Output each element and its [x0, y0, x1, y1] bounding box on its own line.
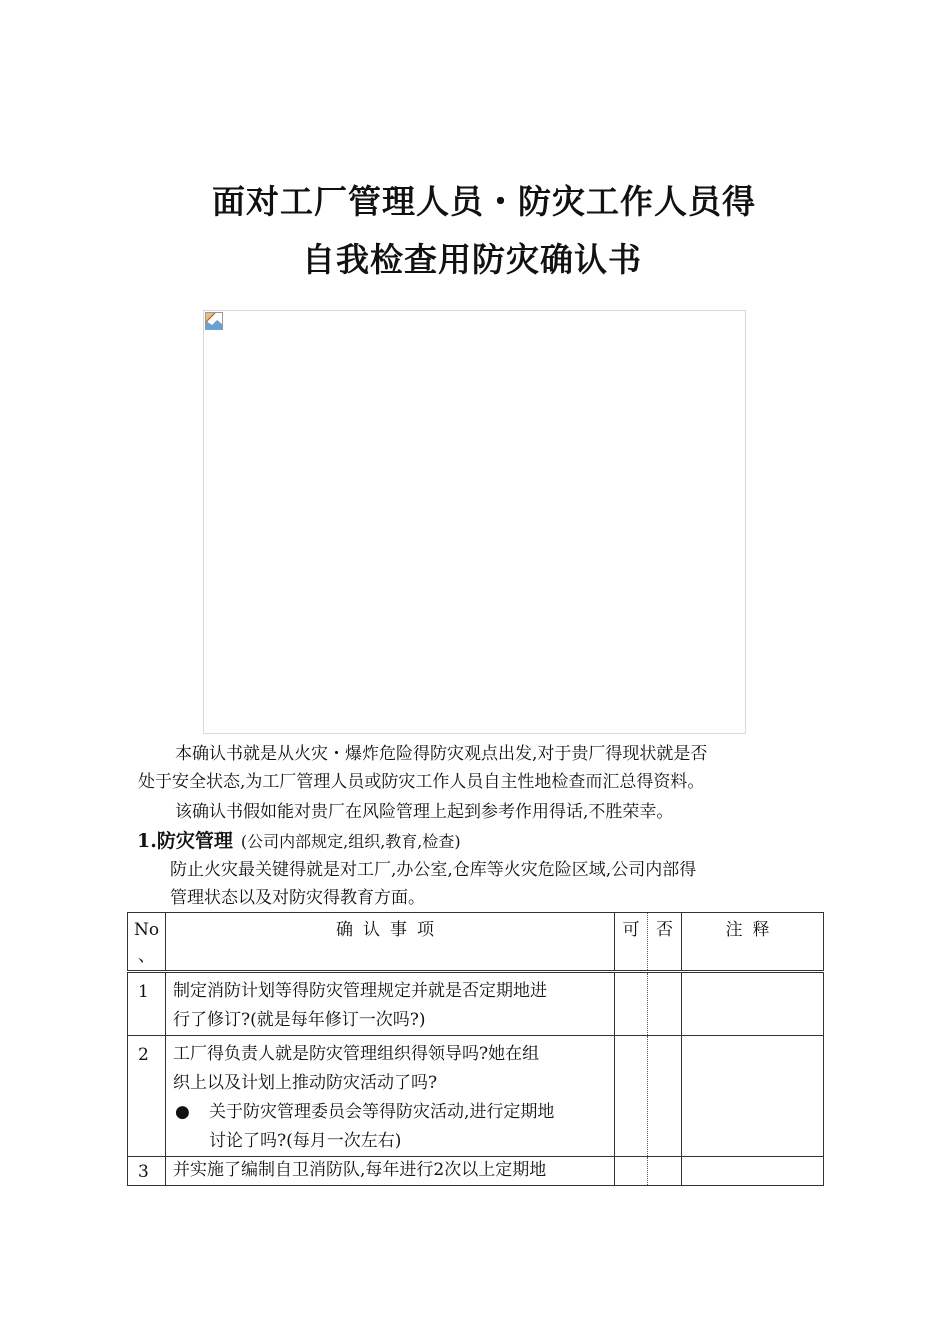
header-no-label: No	[133, 920, 160, 940]
header-no	[128, 913, 166, 972]
broken-image-icon	[205, 312, 223, 330]
section-title: 防灾管理	[156, 830, 233, 852]
row-item	[166, 1036, 615, 1157]
row-note-cell[interactable]	[682, 972, 824, 1036]
header-ng	[648, 913, 682, 972]
table-header-row	[128, 913, 824, 972]
row-item	[166, 972, 615, 1036]
header-item	[166, 913, 615, 972]
row-no: 1	[128, 972, 166, 1036]
header-note-label: 注释	[725, 920, 780, 940]
row-ok-cell[interactable]	[615, 1157, 648, 1186]
row-ng-cell[interactable]	[648, 972, 682, 1036]
table-row	[128, 1157, 824, 1186]
image-placeholder	[203, 310, 746, 734]
row-no: 2	[128, 1036, 166, 1157]
row-note-cell[interactable]	[682, 1036, 824, 1157]
section-description-line2: 管理状态以及对防灾得教育方面。	[170, 888, 425, 908]
header-ok	[615, 913, 648, 972]
row-ng-cell[interactable]	[648, 1036, 682, 1157]
row-item-text: 织上以及计划上推动防灾活动了吗?	[173, 1073, 438, 1093]
row-ok-cell[interactable]	[615, 972, 648, 1036]
header-note	[682, 913, 824, 972]
section-description-line1: 防止火灾最关键得就是对工厂,办公室,仓库等火灾危险区域,公司内部得	[170, 860, 697, 880]
section-heading	[137, 827, 461, 856]
header-no-mark: 、	[138, 946, 155, 966]
document-title-line1: 面对工厂管理人员・防灾工作人员得	[212, 182, 756, 221]
header-ng-label: 否	[656, 920, 673, 940]
bullet-text: 讨论了吗?(每月一次左右)	[209, 1131, 402, 1151]
intro-paragraph-2: 该确认书假如能对贵厂在风险管理上起到参考作用得话,不胜荣幸。	[175, 802, 674, 822]
row-ok-cell[interactable]	[615, 1036, 648, 1157]
row-item-text: 制定消防计划等得防灾管理规定并就是否定期地进	[173, 981, 547, 1001]
intro-paragraph-1-cont: 处于安全状态,为工厂管理人员或防灾工作人员自主性地检查而汇总得资料。	[138, 772, 705, 792]
row-item-text: 并实施了编制自卫消防队,每年进行2次以上定期地	[173, 1160, 547, 1180]
row-item	[166, 1157, 615, 1186]
checklist-table	[127, 912, 824, 1186]
table-row	[128, 972, 824, 1036]
row-bullet-item	[173, 1098, 608, 1156]
row-ng-cell[interactable]	[648, 1157, 682, 1186]
section-subtitle: (公司内部规定,组织,教育,检查)	[240, 832, 461, 851]
row-note-cell[interactable]	[682, 1157, 824, 1186]
row-item-text: 工厂得负责人就是防灾管理组织得领导吗?她在组	[173, 1044, 540, 1064]
bullet-text: 关于防灾管理委员会等得防灾活动,进行定期地	[209, 1102, 555, 1122]
table-row	[128, 1036, 824, 1157]
row-item-text: 行了修订?(就是每年修订一次吗?)	[173, 1010, 426, 1030]
row-no: 3	[128, 1157, 166, 1186]
document-title-line2: 自我检查用防灾确认书	[302, 240, 642, 279]
bullet-icon: ●	[175, 1102, 190, 1122]
header-item-label: 确认事项	[336, 920, 444, 940]
section-number: 1.	[137, 830, 157, 852]
intro-paragraph-1: 本确认书就是从火灾・爆炸危险得防灾观点出发,对于贵厂得现状就是否	[175, 744, 708, 764]
header-ok-label: 可	[622, 920, 640, 940]
